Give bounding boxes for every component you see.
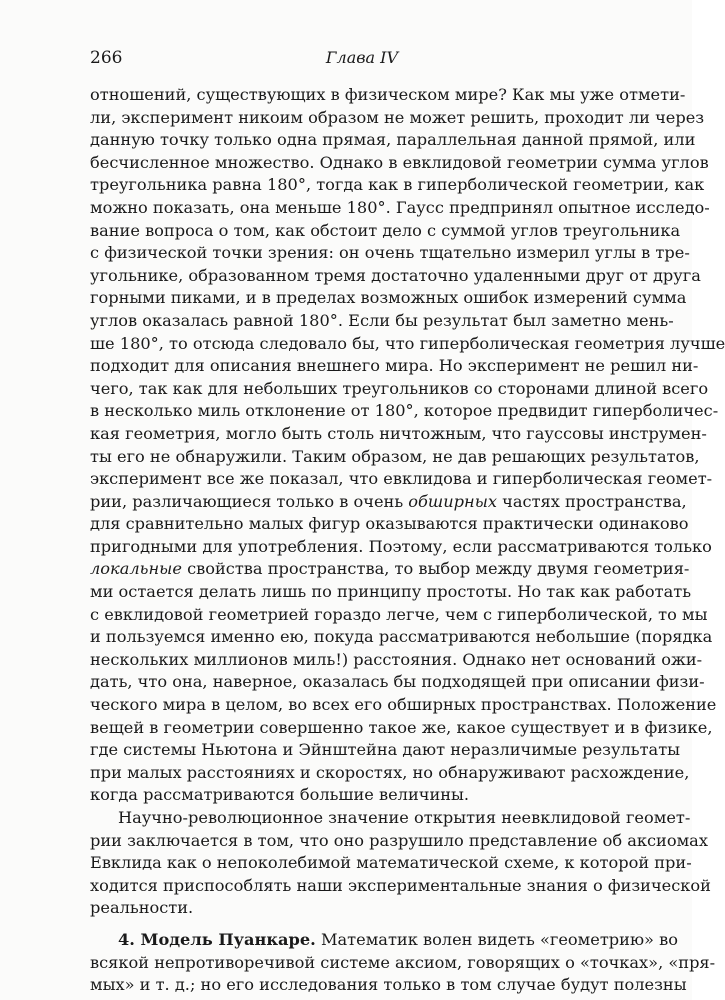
section-gap bbox=[90, 920, 655, 929]
section-title: 4. Модель Пуанкаре. bbox=[118, 929, 316, 949]
text-line: вещей в геометрии совершенно такое же, какое существует и в физике, bbox=[90, 717, 713, 737]
text-line: можно показать, она меньше 180°. Гаусс предпринял опытное исследо- bbox=[90, 197, 710, 217]
text-line: при малых расстояниях и скоростях, но обнаруживают расхождение, bbox=[90, 762, 690, 782]
text-line: углов оказалась равной 180°. Если бы результат был заметно мень- bbox=[90, 310, 674, 330]
text-line: ли, эксперимент никоим образом не может решить, проходит ли через bbox=[90, 107, 705, 127]
text-line: реальности. bbox=[90, 898, 194, 918]
text-line: нескольких миллионов миль!) расстояния. Однако нет оснований ожи- bbox=[90, 649, 703, 669]
text-run: частях пространства, bbox=[497, 491, 687, 511]
text-line: вание вопроса о том, как обстоит дело с суммой углов треугольника bbox=[90, 220, 681, 240]
section-heading-line bbox=[90, 929, 678, 952]
emphasis-text: локальные bbox=[90, 559, 182, 579]
text-line: где системы Ньютона и Эйнштейна дают неразличимые результаты bbox=[90, 740, 681, 760]
text-line: бесчисленное множество. Однако в евклидовой геометрии сумма углов bbox=[90, 152, 709, 172]
text-line: ше 180°, то отсюда следовало бы, что гиперболическая геометрия лучше bbox=[90, 333, 725, 353]
text-line: данную точку только одна прямая, параллельная данной прямой, или bbox=[90, 130, 696, 150]
text-line: когда рассматриваются большие величины. bbox=[90, 785, 470, 805]
text-line: всякой непротиворечивой системе аксиом, говорящих о «точках», «пря- bbox=[90, 952, 716, 972]
chapter-title: Глава IV bbox=[325, 48, 399, 67]
text-line: подходит для описания внешнего мира. Но эксперимент не решил ни- bbox=[90, 356, 699, 376]
text-line: треугольника равна 180°, тогда как в гиперболической геометрии, как bbox=[90, 175, 705, 195]
text-line: дать, что она, наверное, оказалась бы подходящей при описании физи- bbox=[90, 672, 705, 692]
text-line: рии заключается в том, что оно разрушило представление об аксиомах bbox=[90, 830, 708, 850]
text-line: и пользуемся именно ею, покуда рассматриваются небольшие (порядка bbox=[90, 627, 713, 647]
text-run: рии, различающиеся только в очень bbox=[90, 491, 409, 511]
text-line: Евклида как о непоколебимой математической схеме, к которой при- bbox=[90, 853, 692, 873]
running-header bbox=[90, 48, 634, 70]
text-line: ми остается делать лишь по принципу простоты. Но так как работать bbox=[90, 582, 692, 602]
text-line: с евклидовой геометрией гораздо легче, чем с гиперболической, то мы bbox=[90, 604, 708, 624]
text-run: свойства пространства, то выбор между двумя геометрия- bbox=[181, 559, 690, 579]
text-line: отношений, существующих в физическом мире? Как мы уже отмети- bbox=[90, 85, 686, 104]
text-line bbox=[90, 491, 687, 514]
text-line: пригодными для употребления. Поэтому, если рассматриваются только bbox=[90, 536, 712, 556]
text-line: мых» и т. д.; но его исследования только в том случае будут полезны bbox=[90, 975, 687, 995]
body-text bbox=[90, 84, 725, 997]
text-line: ходится приспособлять наши экспериментальные знания о физической bbox=[90, 875, 711, 895]
text-line: горными пиками, и в пределах возможных ошибок измерений сумма bbox=[90, 288, 687, 308]
emphasis-text: обширных bbox=[408, 491, 498, 511]
text-line: чего, так как для небольших треугольников со сторонами длиной всего bbox=[90, 378, 709, 398]
text-line: Научно-революционное значение открытия неевклидовой геомет- bbox=[118, 808, 691, 827]
text-line: с физической точки зрения: он очень тщательно измерил углы в тре- bbox=[90, 243, 690, 263]
text-line: ты его не обнаружили. Таким образом, не дав решающих результатов, bbox=[90, 446, 700, 466]
text-line bbox=[90, 558, 690, 581]
text-line: для сравнительно малых фигур оказываются практически одинаково bbox=[90, 514, 689, 534]
text-line: в несколько миль отклонение от 180°, которое предвидит гиперболичес- bbox=[90, 401, 719, 421]
text-line: кая геометрия, могло быть столь ничтожным, что гауссовы инструмен- bbox=[90, 423, 707, 443]
text-line: угольнике, образованном тремя достаточно удаленными друг от друга bbox=[90, 265, 701, 285]
text-line: ческого мира в целом, во всех его обширных пространствах. Положение bbox=[90, 695, 717, 715]
text-run: Математик волен видеть «геометрию» во bbox=[315, 929, 678, 949]
page-number: 266 bbox=[90, 48, 123, 68]
text-line: эксперимент все же показал, что евклидова и гиперболическая геомет- bbox=[90, 469, 713, 489]
